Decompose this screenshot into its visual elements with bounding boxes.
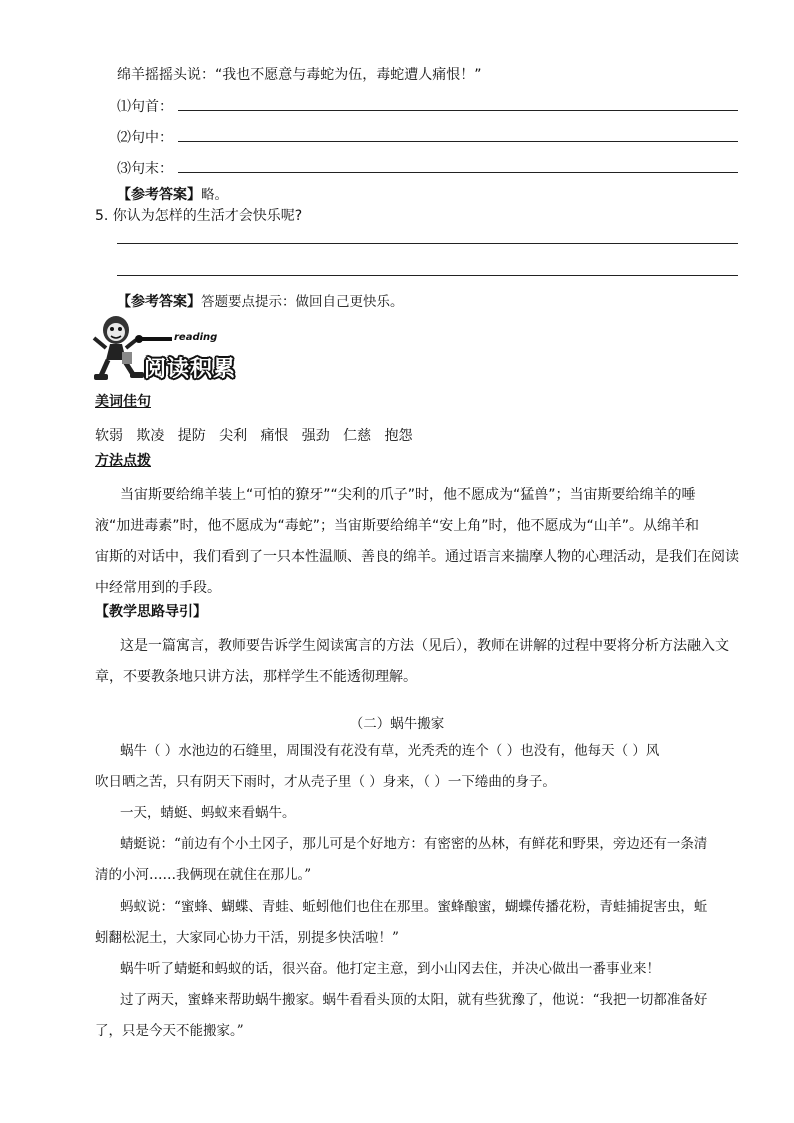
story-title: （二）蜗牛搬家 [349, 716, 445, 732]
answer-tag: 【参考答案】 [117, 294, 201, 310]
vocab-word: 强劲 [301, 428, 330, 444]
story-line: 蜗牛听了蜻蜓和蚂蚁的话，很兴奋。他打定主意，到小山冈去住，并决心做出一番事业来！ [120, 961, 660, 977]
story-line: 一天，蜻蜓、蚂蚁来看蜗牛。 [120, 805, 296, 821]
answer-blank-line[interactable] [117, 243, 738, 244]
teaching-guide-tag: 【教学思路导引】 [95, 604, 207, 620]
section-title-method: 方法点拨 [95, 453, 151, 469]
vocab-word: 痛恨 [260, 428, 289, 444]
story-line: 蜻蜓说：“前边有个小土冈子，那儿可是个好地方：有密密的丛林，有鲜花和野果，旁边还有一条清 [120, 836, 708, 852]
question-5: 5. 你认为怎样的生活才会快乐呢? [95, 208, 303, 224]
story-line: 蚓翻松泥土，大家同心协力干活，别提多快活啦！” [95, 930, 399, 946]
reference-answer [117, 183, 228, 204]
section-title-vocabulary: 美词佳句 [95, 394, 151, 410]
paragraph-line: 这是一篇寓言，教师要告诉学生阅读寓言的方法（见后），教师在讲解的过程中要将分析方法融入文 [120, 638, 729, 654]
vocab-word: 提防 [177, 428, 206, 444]
vocab-word: 抱怨 [384, 428, 413, 444]
vocab-word: 软弱 [95, 428, 123, 444]
answer-blank-line[interactable] [117, 275, 738, 276]
answer-blank-line[interactable] [178, 110, 738, 111]
reading-logo [92, 308, 242, 384]
paragraph-line: 中经常用到的手段。 [95, 580, 221, 596]
story-line: 蚂蚁说：“蜜蜂、蝴蝶、青蛙、蚯蚓他们也住在那里。蜜蜂酿蜜，蝴蝶传播花粉，青蛙捕捉害虫，蚯 [120, 899, 708, 915]
story-line: 过了两天，蜜蜂来帮助蜗牛搬家。蜗牛看看头顶的太阳，就有些犹豫了，他说：“我把一切都准备好 [120, 992, 708, 1008]
paragraph-line: 当宙斯要给绵羊装上“可怕的獠牙”“尖利的爪子”时，他不愿成为“猛兽”；当宙斯要给绵羊的唾 [120, 487, 696, 503]
sub-question-label: ⑵句中： [117, 130, 173, 146]
answer-text: 答题要点提示：做回自己更快乐。 [201, 294, 404, 310]
sub-question-label: ⑶句末： [117, 161, 173, 177]
sub-question-label: ⑴句首： [117, 99, 173, 115]
story-line: 吹日晒之苦，只有阴天下雨时，才从壳子里（ ）身来，（ ）一下绻曲的身子。 [95, 774, 556, 790]
vocab-word: 欺凌 [136, 428, 165, 444]
answer-blank-line[interactable] [178, 172, 738, 173]
answer-text: 略。 [201, 187, 228, 203]
vocabulary-words [95, 425, 413, 445]
answer-tag: 【参考答案】 [117, 187, 201, 203]
paragraph-line: 宙斯的对话中，我们看到了一只本性温顺、善良的绵羊。通过语言来揣摩人物的心理活动，是我们在阅读 [95, 549, 739, 565]
story-line: 蜗牛（ ）水池边的石缝里，周围没有花没有草，光秃秃的连个（ ）也没有，他每天（ ）风 [120, 743, 660, 759]
story-line: 清的小河……我俩现在就住在那儿。” [95, 867, 312, 883]
quote-text: 绵羊摇摇头说：“我也不愿意与毒蛇为伍，毒蛇遭人痛恨！” [117, 67, 482, 83]
reading-label: reading [174, 332, 218, 343]
vocab-word: 仁慈 [343, 428, 372, 444]
paragraph-line: 液“加进毒素”时，他不愿成为“毒蛇”；当宙斯要给绵羊“安上角”时，他不愿成为“山羊”。从绵羊和 [95, 518, 700, 534]
story-line: 了，只是今天不能搬家。” [95, 1023, 244, 1039]
reading-title: 阅读积累 [144, 357, 237, 382]
vocab-word: 尖利 [219, 428, 248, 444]
answer-blank-line[interactable] [178, 141, 738, 142]
paragraph-line: 章，不要教条地只讲方法，那样学生不能透彻理解。 [95, 669, 417, 685]
